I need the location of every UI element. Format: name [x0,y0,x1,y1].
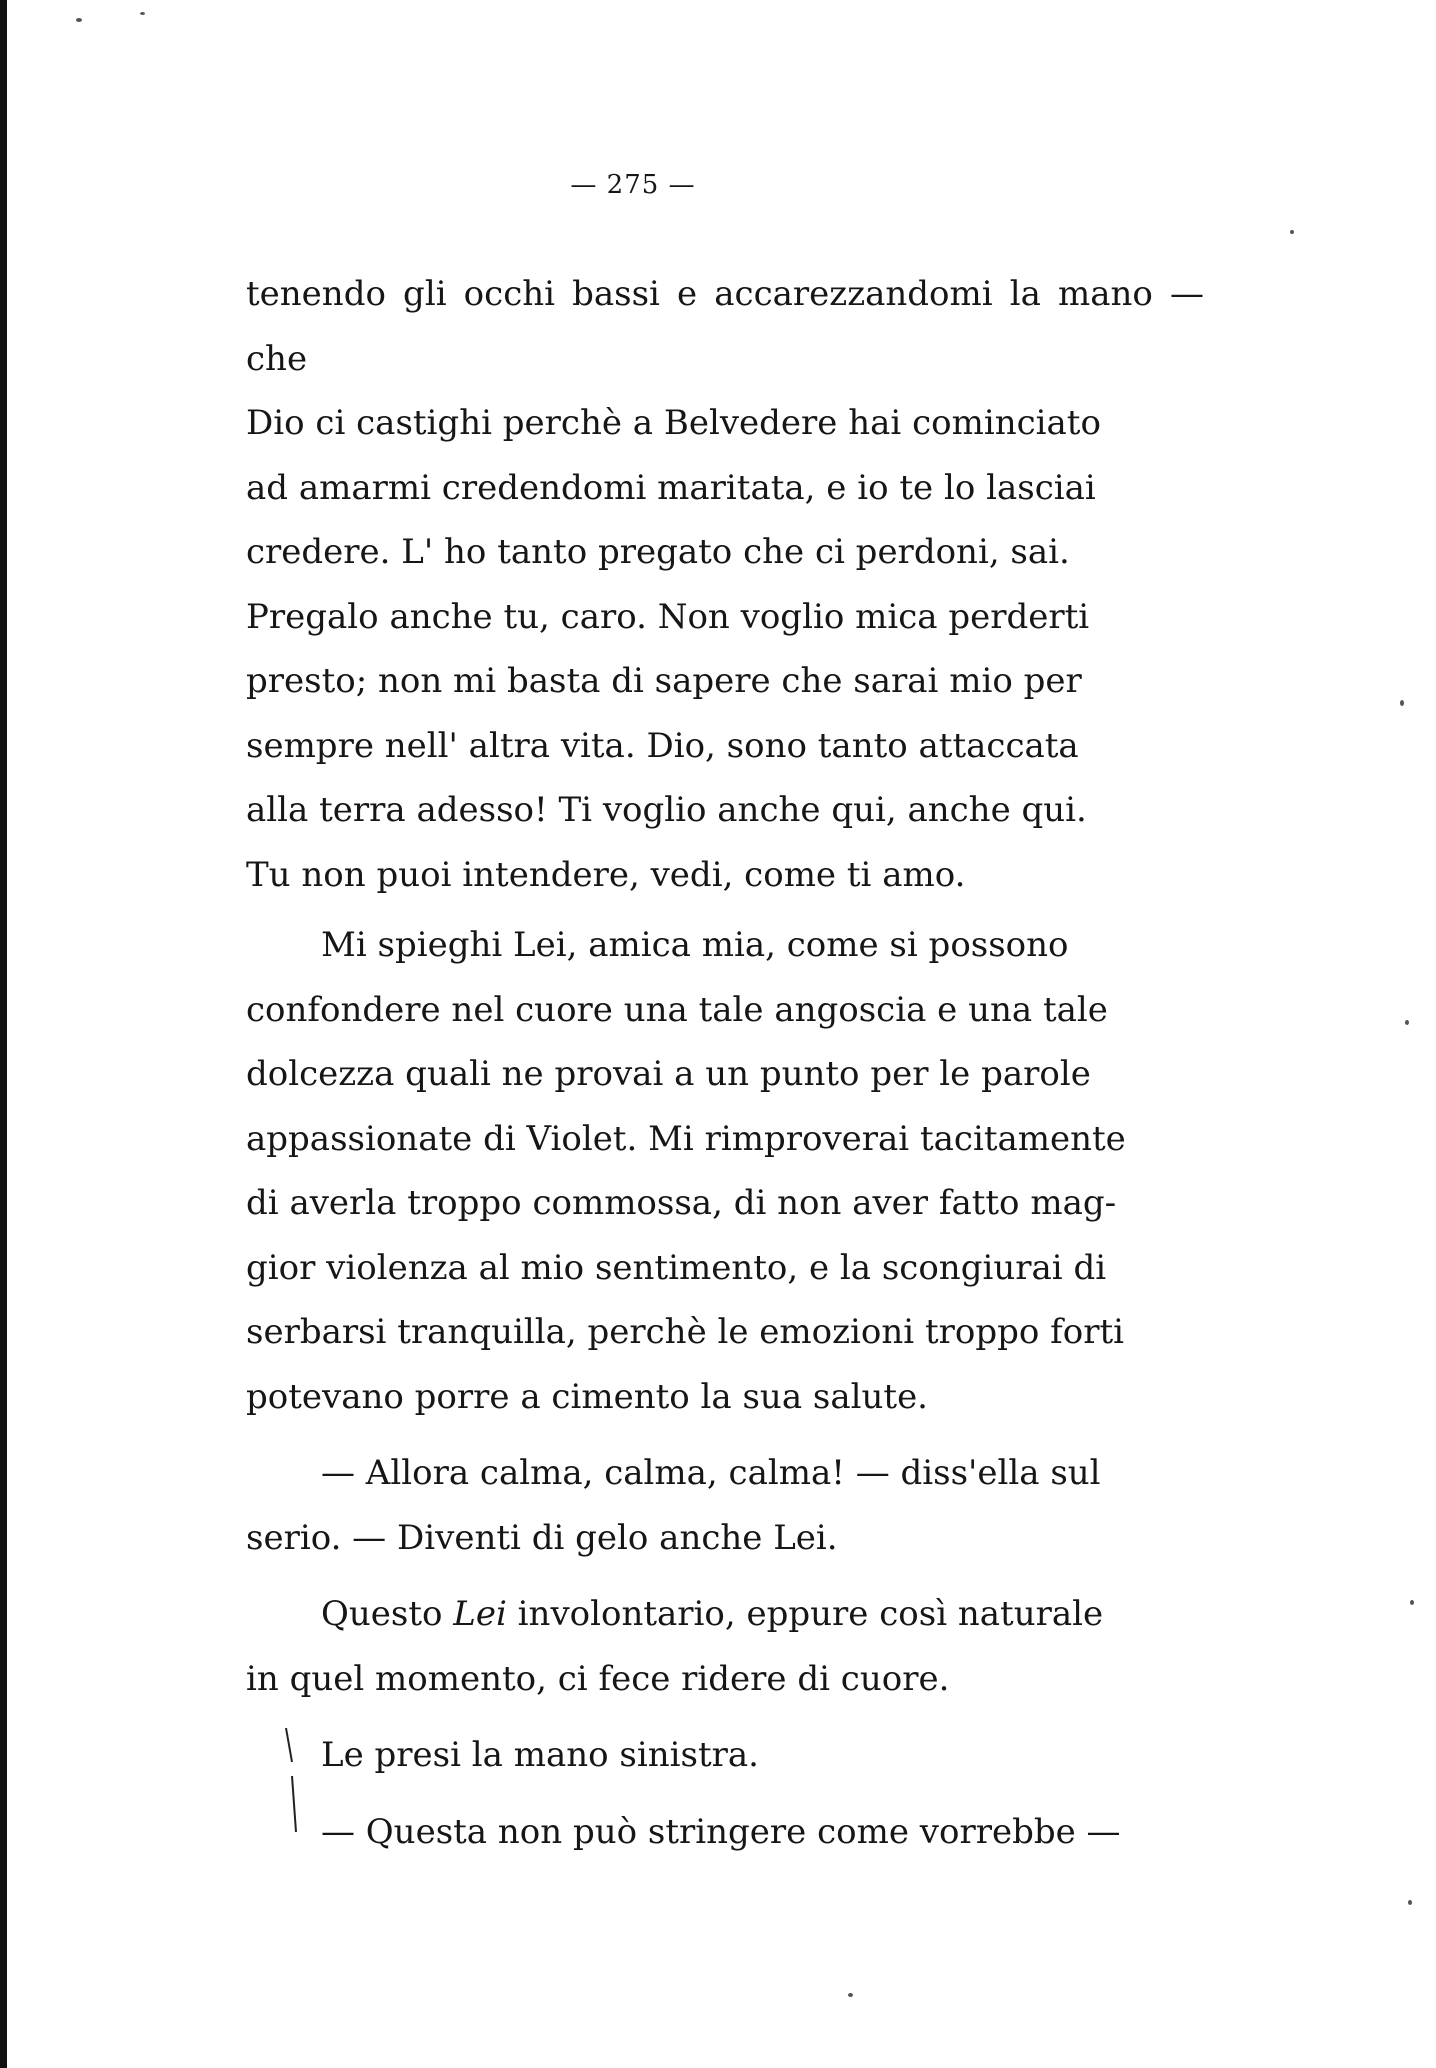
print-speck [1405,1020,1409,1025]
print-speck [1410,1600,1414,1605]
text-line: confondere nel cuore una tale angoscia e una tale [246,989,1108,1030]
paragraph-2 [246,913,1204,1429]
text-line: Mi spieghi Lei, amica mia, come si possono [321,925,1069,965]
text-fragment: Questo [321,1594,454,1634]
text-line: sempre nell' altra vita. Dio, sono tanto attaccata [246,725,1079,766]
paragraph-4 [246,1582,1204,1711]
text-line: credere. L' ho tanto pregato che ci perdoni, sai. [246,532,1070,572]
text-line: in quel momento, ci fece ridere di cuore. [246,1658,950,1699]
print-speck [76,18,82,22]
paragraph-6 [246,1800,1204,1865]
page-binding-edge [0,0,7,2068]
text-line: Pregalo anche tu, caro. Non voglio mica perderti [246,596,1090,637]
text-line: serio. — Diventi di gelo anche Lei. [246,1517,838,1558]
text-line: presto; non mi basta di sapere che sarai mio per [246,661,1082,701]
text-line: gior violenza al mio sentimento, e la scongiurai di [246,1247,1107,1288]
text-line: dolcezza quali ne provai a un punto per le parole [246,1054,1091,1094]
text-line: appassionate di Violet. Mi rimproverai tacitamente [246,1118,1126,1159]
paragraph-3 [246,1441,1204,1570]
text-line: — Questa non può stringere come vorrebbe — [321,1811,1121,1852]
italic-word: Lei [453,1594,507,1634]
print-speck [1408,1900,1412,1905]
text-fragment: involontario, eppure così naturale [506,1594,1104,1634]
text-line: Tu non puoi intendere, vedi, come ti amo. [246,854,966,895]
text-line: ad amarmi credendomi maritata, e io te lo lasciai [246,467,1096,508]
text-line: alla terra adesso! Ti voglio anche qui, anche qui. [246,790,1087,830]
print-speck [1400,700,1404,706]
text-line: — Allora calma, calma, calma! — diss'ella sul [321,1453,1101,1493]
print-speck [1290,230,1294,234]
text-line: tenendo gli occhi bassi e accarezzandomi la mano — che [246,274,1204,379]
print-speck [140,12,145,15]
text-line: potevano porre a cimento la sua salute. [246,1376,928,1417]
text-line: serbarsi tranquilla, perchè le emozioni troppo forti [246,1312,1125,1352]
pencil-margin-mark [284,1726,306,1836]
page-number: — 275 — [570,170,696,200]
paragraph-1 [246,262,1204,907]
paragraph-5 [246,1723,1204,1788]
text-line: di averla troppo commossa, di non aver fatto mag- [246,1183,1117,1223]
print-speck [848,1993,853,1997]
text-line: Le presi la mano sinistra. [321,1735,759,1775]
text-line: Dio ci castighi perchè a Belvedere hai cominciato [246,403,1101,443]
body-text [246,262,1204,1864]
